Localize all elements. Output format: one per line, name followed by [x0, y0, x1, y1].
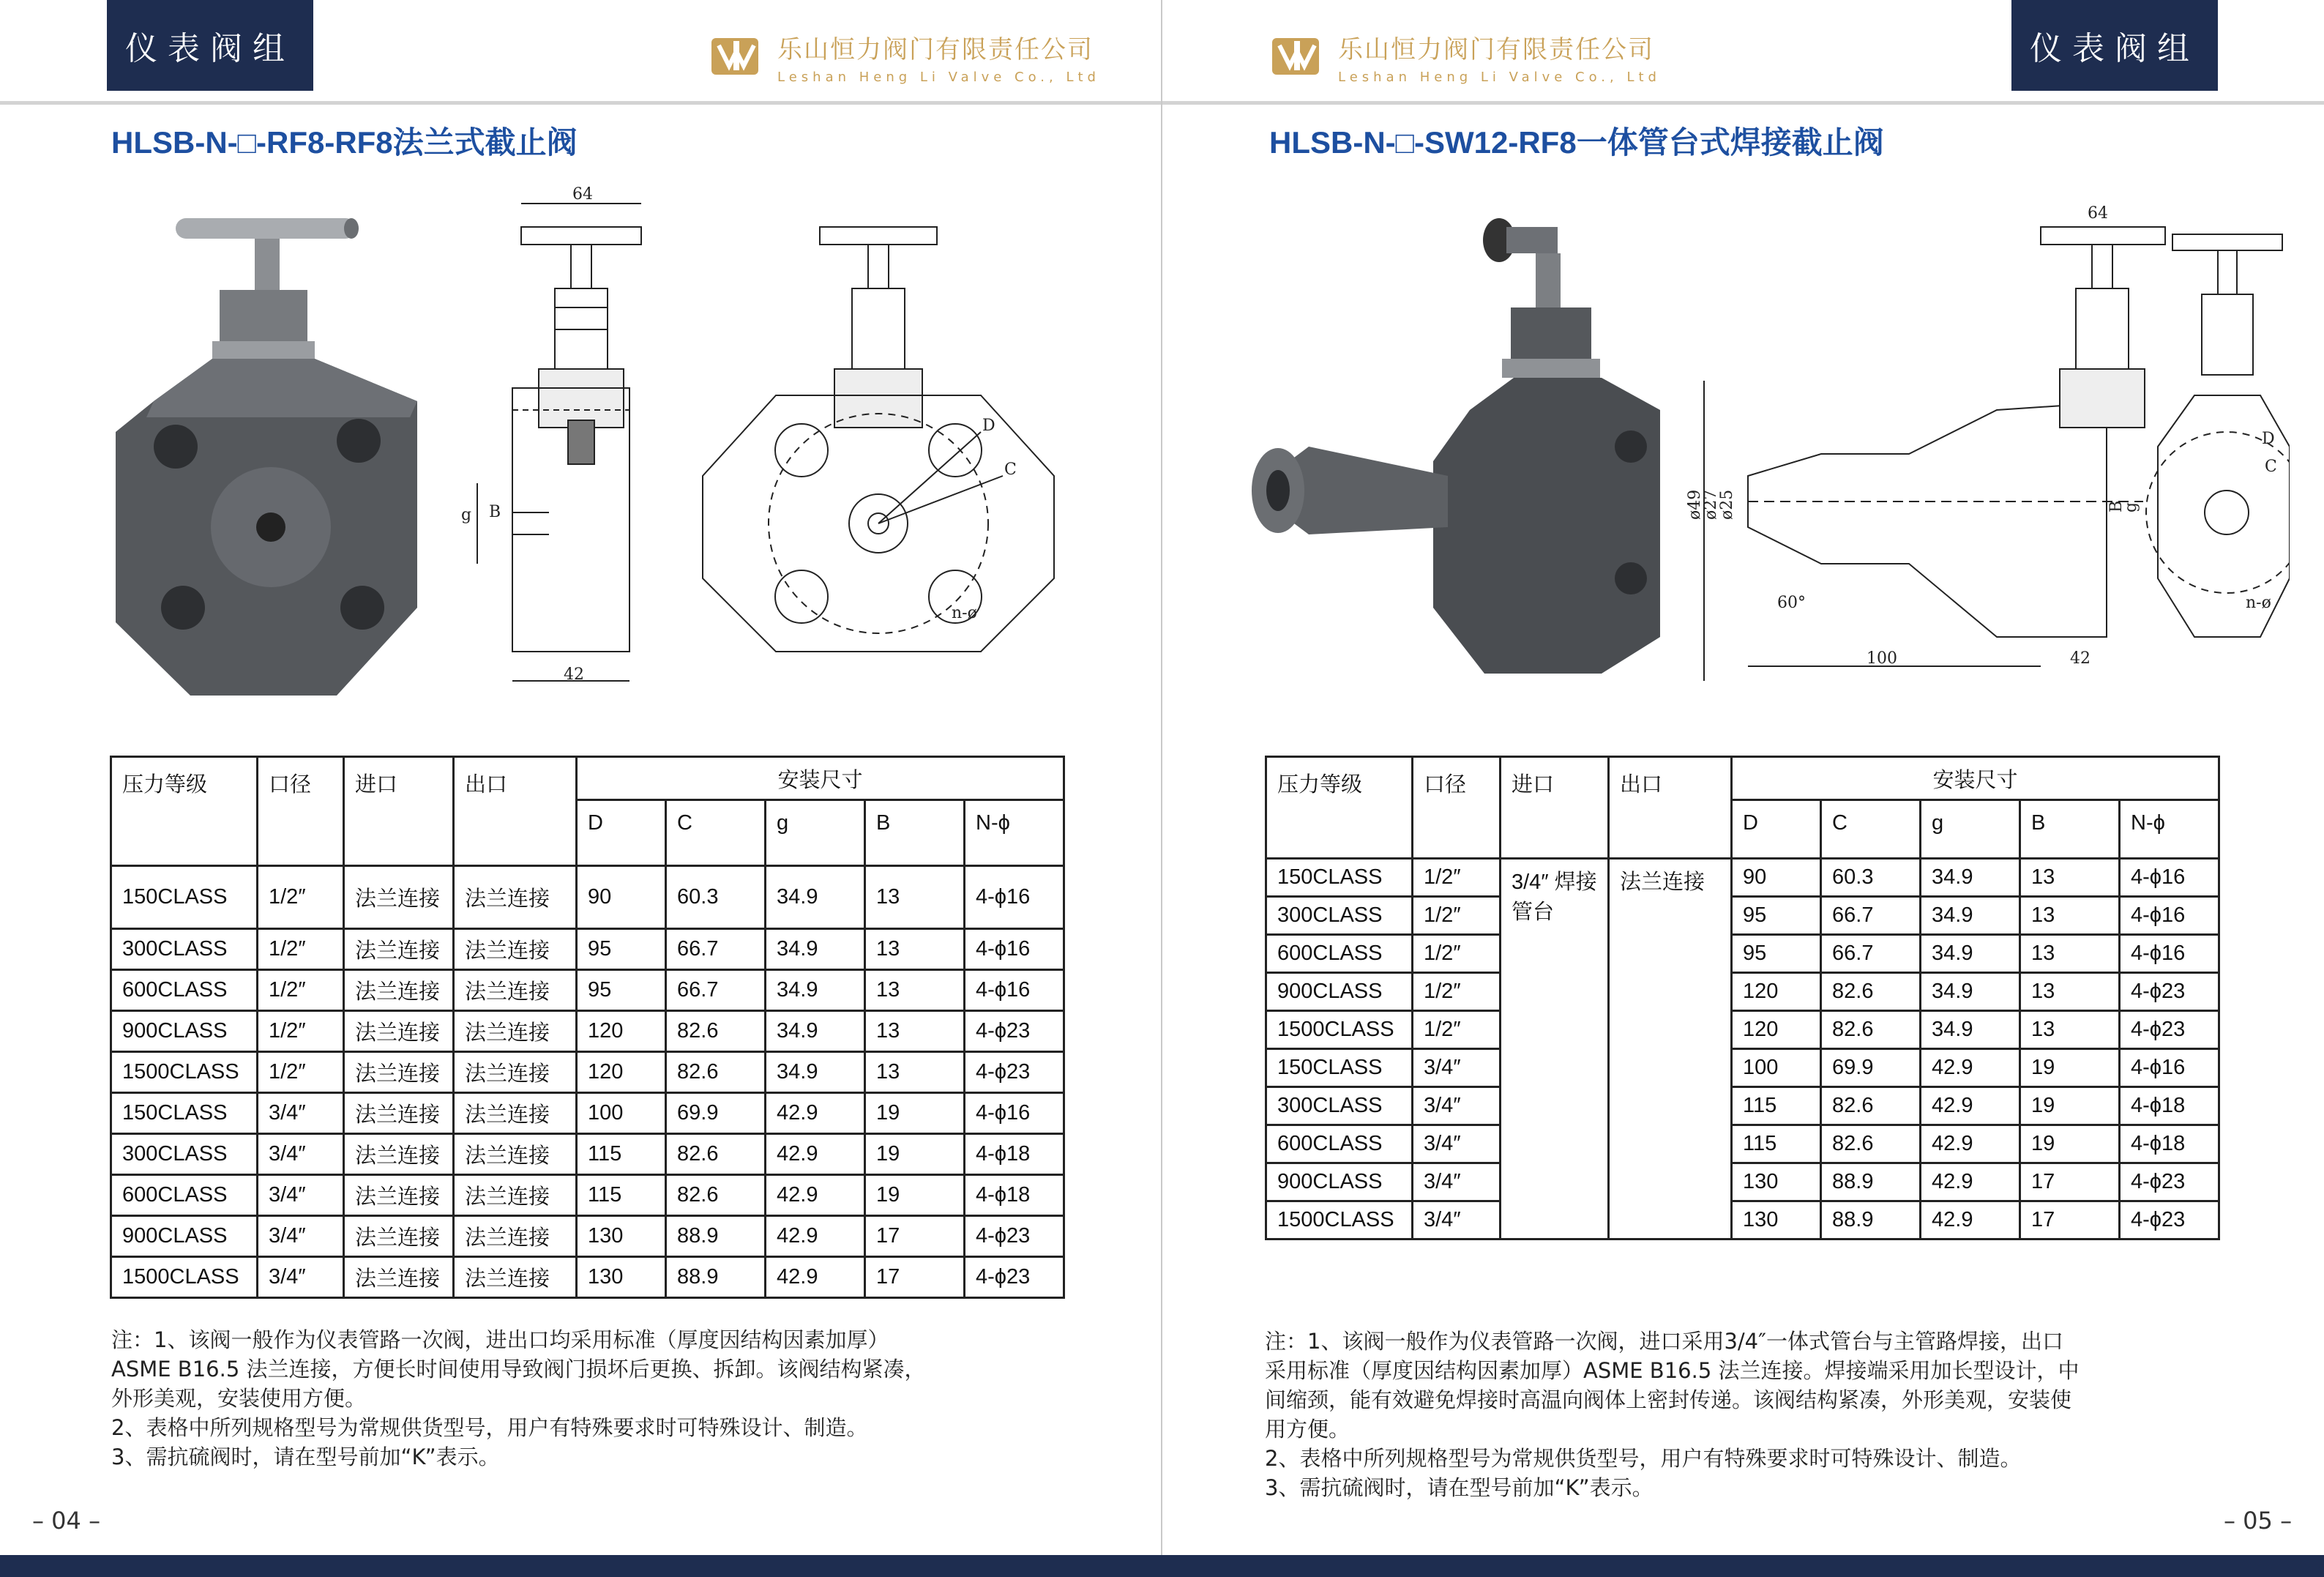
svg-text:ø25: ø25	[1718, 489, 1736, 520]
table-cell: 法兰连接	[454, 1257, 577, 1298]
table-cell: 13	[865, 1011, 965, 1052]
table-row	[111, 970, 1064, 1011]
table-cell: 法兰连接	[454, 1011, 577, 1052]
table-cell: 3/4″	[1413, 1125, 1501, 1163]
table-cell: 13	[2020, 859, 2120, 897]
table-cell: 130	[577, 1216, 666, 1257]
table-cell: 19	[865, 1093, 965, 1134]
table-row	[111, 1052, 1064, 1093]
notes	[1265, 1327, 2080, 1502]
table-cell: 66.7	[666, 929, 766, 970]
table-cell: 法兰连接	[454, 1216, 577, 1257]
table-cell: 150CLASS	[111, 1093, 258, 1134]
table-cell: 300CLASS	[111, 929, 258, 970]
table-cell: 34.9	[766, 970, 865, 1011]
table-cell: 4-ϕ23	[2120, 1201, 2219, 1239]
valve-render-image	[116, 218, 417, 696]
table-row	[111, 866, 1064, 929]
table-cell: 4-ϕ23	[965, 1257, 1064, 1298]
table-cell: 34.9	[766, 1011, 865, 1052]
header-install: 安装尺寸	[577, 757, 1064, 800]
table-cell: 82.6	[666, 1011, 766, 1052]
table-cell: 130	[1732, 1163, 1821, 1201]
svg-text:B: B	[2107, 500, 2126, 512]
table-cell: 60.3	[666, 866, 766, 929]
table-cell: 82.6	[666, 1052, 766, 1093]
header-rule	[1162, 101, 2324, 105]
table-cell: 120	[577, 1011, 666, 1052]
table-cell: 1/2″	[258, 866, 344, 929]
table-cell: 法兰连接	[454, 1052, 577, 1093]
table-row	[1266, 1201, 2219, 1239]
table-row	[111, 1134, 1064, 1175]
table-cell: 法兰连接	[344, 866, 454, 929]
table-cell: 3/4″	[1413, 1163, 1501, 1201]
table-cell: 法兰连接	[1609, 859, 1732, 1239]
table-cell: 600CLASS	[1266, 935, 1413, 973]
header-N: N-ϕ	[2120, 800, 2219, 859]
table-cell: 42.9	[1921, 1201, 2020, 1239]
note-line: 采用标准（厚度因结构因素加厚）ASME B16.5 法兰连接。焊接端采用加长型设计，中	[1265, 1358, 2080, 1383]
table-cell: 69.9	[1821, 1049, 1921, 1087]
header-inlet: 进口	[344, 757, 454, 866]
table-cell: 17	[2020, 1201, 2120, 1239]
company-name-cn: 乐山恒力阀门有限责任公司	[777, 35, 1094, 64]
table-cell: 130	[577, 1257, 666, 1298]
table-cell: 88.9	[666, 1216, 766, 1257]
table-cell: 3/4″	[258, 1093, 344, 1134]
table-cell: 1/2″	[1413, 859, 1501, 897]
table-cell: 66.7	[1821, 935, 1921, 973]
table-cell: 4-ϕ16	[965, 970, 1064, 1011]
product-illustrations	[102, 168, 1069, 710]
note-line: 间缩颈，能有效避免焊接时高温向阀体上密封传递。该阀结构紧凑，外形美观，安装使	[1265, 1387, 2072, 1412]
table-cell: 120	[577, 1052, 666, 1093]
table-cell: 115	[1732, 1087, 1821, 1125]
table-cell: 95	[577, 970, 666, 1011]
header-C: C	[1821, 800, 1921, 859]
table-cell: 法兰连接	[344, 929, 454, 970]
table-cell: 90	[1732, 859, 1821, 897]
svg-text:n-ø: n-ø	[2246, 594, 2271, 612]
page-right	[1162, 0, 2324, 1577]
company-name-en: Leshan Heng Li Valve Co., Ltd	[777, 70, 1100, 85]
table-cell: 115	[577, 1134, 666, 1175]
table-cell: 3/4″	[1413, 1201, 1501, 1239]
table-row	[1266, 1049, 2219, 1087]
table-cell: 82.6	[1821, 1011, 1921, 1049]
table-cell: 3/4″	[258, 1257, 344, 1298]
table-cell: 1500CLASS	[1266, 1201, 1413, 1239]
svg-text:B: B	[489, 503, 501, 521]
table-cell: 42.9	[1921, 1163, 2020, 1201]
table-cell: 600CLASS	[111, 1175, 258, 1216]
header-outlet: 出口	[1609, 757, 1732, 859]
company-name-en: Leshan Heng Li Valve Co., Ltd	[1338, 70, 1661, 85]
table-cell: 3/4″	[1413, 1049, 1501, 1087]
table-row	[1266, 973, 2219, 1011]
table-row	[111, 1011, 1064, 1052]
table-cell: 115	[577, 1175, 666, 1216]
table-cell: 42.9	[766, 1134, 865, 1175]
svg-text:64: 64	[2088, 204, 2108, 223]
product-illustrations	[1192, 168, 2290, 710]
table-cell: 法兰连接	[454, 866, 577, 929]
table-cell: 90	[577, 866, 666, 929]
table-cell: 法兰连接	[344, 1175, 454, 1216]
table-cell: 17	[865, 1257, 965, 1298]
table-cell: 13	[865, 1052, 965, 1093]
table-cell: 900CLASS	[1266, 973, 1413, 1011]
table-cell: 69.9	[666, 1093, 766, 1134]
table-cell: 300CLASS	[1266, 897, 1413, 935]
table-row	[1266, 1163, 2219, 1201]
table-cell: 95	[577, 929, 666, 970]
header-B: B	[2020, 800, 2120, 859]
table-cell: 1/2″	[1413, 1011, 1501, 1049]
table-cell: 1/2″	[258, 1011, 344, 1052]
header-bore: 口径	[258, 757, 344, 866]
table-cell: 4-ϕ16	[2120, 897, 2219, 935]
svg-text:D: D	[982, 417, 995, 435]
table-cell: 4-ϕ16	[965, 1093, 1064, 1134]
company-logo	[1269, 29, 1661, 85]
footer-bar	[0, 1555, 2324, 1577]
table-cell: 13	[865, 970, 965, 1011]
company-logo	[709, 29, 1100, 85]
table-cell: 4-ϕ23	[965, 1011, 1064, 1052]
table-cell: 1/2″	[1413, 973, 1501, 1011]
table-cell: 4-ϕ16	[2120, 935, 2219, 973]
product-title: HLSB-N-□-RF8-RF8法兰式截止阀	[111, 125, 578, 160]
svg-text:100: 100	[1867, 649, 1897, 668]
table-cell: 19	[865, 1175, 965, 1216]
table-cell: 3/4″ 焊接管台	[1501, 859, 1609, 1239]
page-number: – 05 –	[2224, 1507, 2293, 1535]
note-line: 外形美观，安装使用方便。	[111, 1386, 367, 1411]
table-cell: 60.3	[1821, 859, 1921, 897]
table-row	[1266, 897, 2219, 935]
header-B: B	[865, 800, 965, 866]
table-cell: 1500CLASS	[111, 1052, 258, 1093]
table-cell: 34.9	[1921, 935, 2020, 973]
table-cell: 13	[865, 929, 965, 970]
table-cell: 法兰连接	[344, 1011, 454, 1052]
header-g: g	[1921, 800, 2020, 859]
header-pressure: 压力等级	[111, 757, 258, 866]
table-cell: 150CLASS	[111, 866, 258, 929]
table-cell: 34.9	[1921, 859, 2020, 897]
table-cell: 82.6	[666, 1134, 766, 1175]
svg-text:60°: 60°	[1777, 594, 1806, 612]
logo-emblem-icon	[709, 34, 764, 81]
header-install: 安装尺寸	[1732, 757, 2219, 800]
table-cell: 4-ϕ23	[2120, 1163, 2219, 1201]
table-cell: 42.9	[766, 1257, 865, 1298]
svg-text:C: C	[1004, 461, 1017, 479]
table-cell: 82.6	[1821, 1087, 1921, 1125]
table-cell: 法兰连接	[344, 1134, 454, 1175]
table-row	[111, 1257, 1064, 1298]
note-line: 2、表格中所列规格型号为常规供货型号，用户有特殊要求时可特殊设计、制造。	[111, 1415, 868, 1440]
logo-emblem-icon	[1269, 34, 1325, 81]
svg-text:ø27: ø27	[1702, 489, 1720, 520]
note-line: ASME B16.5 法兰连接，方便长时间使用导致阀门损坏后更换、拆卸。该阀结构紧凑，	[111, 1357, 926, 1382]
table-cell: 1/2″	[1413, 897, 1501, 935]
table-cell: 82.6	[1821, 1125, 1921, 1163]
table-cell: 4-ϕ16	[2120, 1049, 2219, 1087]
spec-table	[1265, 756, 2220, 1240]
table-cell: 法兰连接	[344, 1257, 454, 1298]
table-row	[111, 1216, 1064, 1257]
section-drawing	[1686, 204, 2165, 681]
table-cell: 34.9	[766, 929, 865, 970]
table-cell: 100	[577, 1093, 666, 1134]
table-cell: 4-ϕ18	[965, 1175, 1064, 1216]
header-rule	[0, 101, 1162, 105]
section-drawing	[461, 185, 641, 684]
table-cell: 300CLASS	[1266, 1087, 1413, 1125]
table-row	[111, 1175, 1064, 1216]
table-cell: 法兰连接	[454, 970, 577, 1011]
table-cell: 88.9	[1821, 1163, 1921, 1201]
table-cell: 4-ϕ18	[965, 1134, 1064, 1175]
svg-text:ø49: ø49	[1686, 489, 1704, 520]
table-cell: 法兰连接	[344, 970, 454, 1011]
table-cell: 3/4″	[1413, 1087, 1501, 1125]
table-cell: 19	[2020, 1087, 2120, 1125]
table-cell: 13	[2020, 935, 2120, 973]
table-cell: 4-ϕ16	[965, 929, 1064, 970]
table-cell: 13	[865, 866, 965, 929]
table-cell: 95	[1732, 935, 1821, 973]
header-C: C	[666, 800, 766, 866]
svg-text:42: 42	[564, 666, 584, 684]
table-row	[1266, 935, 2219, 973]
table-cell: 88.9	[1821, 1201, 1921, 1239]
product-title: HLSB-N-□-SW12-RF8一体管台式焊接截止阀	[1269, 125, 1884, 160]
table-row	[1266, 1011, 2219, 1049]
table-cell: 3/4″	[258, 1216, 344, 1257]
table-cell: 17	[2020, 1163, 2120, 1201]
table-cell: 34.9	[1921, 897, 2020, 935]
table-cell: 19	[865, 1134, 965, 1175]
table-cell: 34.9	[1921, 973, 2020, 1011]
svg-text:C: C	[2265, 458, 2277, 476]
table-row	[111, 1093, 1064, 1134]
section-tab: 仪表阀组	[2011, 0, 2218, 91]
note-line: 3、需抗硫阀时，请在型号前加“K”表示。	[111, 1444, 500, 1469]
table-cell: 法兰连接	[454, 1175, 577, 1216]
table-cell: 3/4″	[258, 1134, 344, 1175]
table-row	[1266, 1125, 2219, 1163]
note-line: 注：1、该阀一般作为仪表管路一次阀，进出口均采用标准（厚度因结构因素加厚）	[111, 1327, 889, 1352]
table-cell: 900CLASS	[111, 1216, 258, 1257]
svg-text:42: 42	[2070, 649, 2091, 668]
table-cell: 3/4″	[258, 1175, 344, 1216]
table-cell: 4-ϕ23	[965, 1052, 1064, 1093]
table-cell: 4-ϕ23	[2120, 1011, 2219, 1049]
table-cell: 1/2″	[258, 1052, 344, 1093]
table-cell: 1/2″	[258, 970, 344, 1011]
valve-render-image	[1252, 218, 1660, 674]
note-line: 注：1、该阀一般作为仪表管路一次阀，进口采用3/4″一体式管台与主管路焊接，出口	[1265, 1329, 2063, 1354]
table-cell: 82.6	[1821, 973, 1921, 1011]
header-g: g	[766, 800, 865, 866]
table-cell: 66.7	[1821, 897, 1921, 935]
svg-text:g: g	[461, 506, 472, 524]
front-view-drawing	[2146, 234, 2290, 637]
table-cell: 1/2″	[258, 929, 344, 970]
table-cell: 42.9	[766, 1175, 865, 1216]
table-cell: 法兰连接	[344, 1216, 454, 1257]
table-cell: 115	[1732, 1125, 1821, 1163]
header-outlet: 出口	[454, 757, 577, 866]
table-cell: 1500CLASS	[1266, 1011, 1413, 1049]
table-cell: 4-ϕ18	[2120, 1125, 2219, 1163]
table-cell: 120	[1732, 1011, 1821, 1049]
table-cell: 34.9	[1921, 1011, 2020, 1049]
spec-table	[110, 756, 1065, 1299]
table-cell: 法兰连接	[454, 929, 577, 970]
header-inlet: 进口	[1501, 757, 1609, 859]
table-cell: 4-ϕ23	[2120, 973, 2219, 1011]
table-cell: 82.6	[666, 1175, 766, 1216]
note-line: 2、表格中所列规格型号为常规供货型号，用户有特殊要求时可特殊设计、制造。	[1265, 1446, 2022, 1471]
table-cell: 34.9	[766, 866, 865, 929]
table-cell: 17	[865, 1216, 965, 1257]
note-line: 用方便。	[1265, 1417, 1350, 1442]
table-cell: 1/2″	[1413, 935, 1501, 973]
table-cell: 1500CLASS	[111, 1257, 258, 1298]
table-cell: 600CLASS	[111, 970, 258, 1011]
header-N: N-ϕ	[965, 800, 1064, 866]
svg-text:g: g	[2122, 502, 2140, 512]
table-cell: 130	[1732, 1201, 1821, 1239]
table-cell: 150CLASS	[1266, 1049, 1413, 1087]
table-cell: 900CLASS	[1266, 1163, 1413, 1201]
header-pressure: 压力等级	[1266, 757, 1413, 859]
table-cell: 13	[2020, 973, 2120, 1011]
table-row	[111, 929, 1064, 970]
front-view-drawing	[703, 227, 1054, 652]
table-cell: 4-ϕ16	[965, 866, 1064, 929]
note-line: 3、需抗硫阀时，请在型号前加“K”表示。	[1265, 1475, 1654, 1500]
table-cell: 120	[1732, 973, 1821, 1011]
table-cell: 42.9	[1921, 1125, 2020, 1163]
table-cell: 100	[1732, 1049, 1821, 1087]
header-bore: 口径	[1413, 757, 1501, 859]
page-number: – 04 –	[32, 1507, 101, 1535]
table-cell: 19	[2020, 1049, 2120, 1087]
table-cell: 法兰连接	[344, 1093, 454, 1134]
table-cell: 19	[2020, 1125, 2120, 1163]
table-cell: 95	[1732, 897, 1821, 935]
table-cell: 13	[2020, 1011, 2120, 1049]
table-cell: 法兰连接	[344, 1052, 454, 1093]
header-D: D	[1732, 800, 1821, 859]
table-cell: 13	[2020, 897, 2120, 935]
section-tab: 仪表阀组	[107, 0, 313, 91]
svg-text:D: D	[2262, 430, 2275, 448]
notes	[111, 1325, 926, 1472]
header-D: D	[577, 800, 666, 866]
company-name-cn: 乐山恒力阀门有限责任公司	[1338, 35, 1654, 64]
svg-text:n-ø: n-ø	[952, 604, 977, 622]
svg-text:64: 64	[572, 185, 593, 204]
table-cell: 600CLASS	[1266, 1125, 1413, 1163]
table-cell: 42.9	[766, 1216, 865, 1257]
table-cell: 42.9	[1921, 1049, 2020, 1087]
table-row	[1266, 859, 2219, 897]
table-cell: 42.9	[1921, 1087, 2020, 1125]
table-cell: 34.9	[766, 1052, 865, 1093]
table-cell: 4-ϕ23	[965, 1216, 1064, 1257]
table-cell: 88.9	[666, 1257, 766, 1298]
table-cell: 150CLASS	[1266, 859, 1413, 897]
table-cell: 4-ϕ18	[2120, 1087, 2219, 1125]
table-cell: 法兰连接	[454, 1134, 577, 1175]
table-cell: 66.7	[666, 970, 766, 1011]
table-cell: 300CLASS	[111, 1134, 258, 1175]
table-cell: 4-ϕ16	[2120, 859, 2219, 897]
table-cell: 42.9	[766, 1093, 865, 1134]
table-cell: 900CLASS	[111, 1011, 258, 1052]
table-row	[1266, 1087, 2219, 1125]
table-cell: 法兰连接	[454, 1093, 577, 1134]
